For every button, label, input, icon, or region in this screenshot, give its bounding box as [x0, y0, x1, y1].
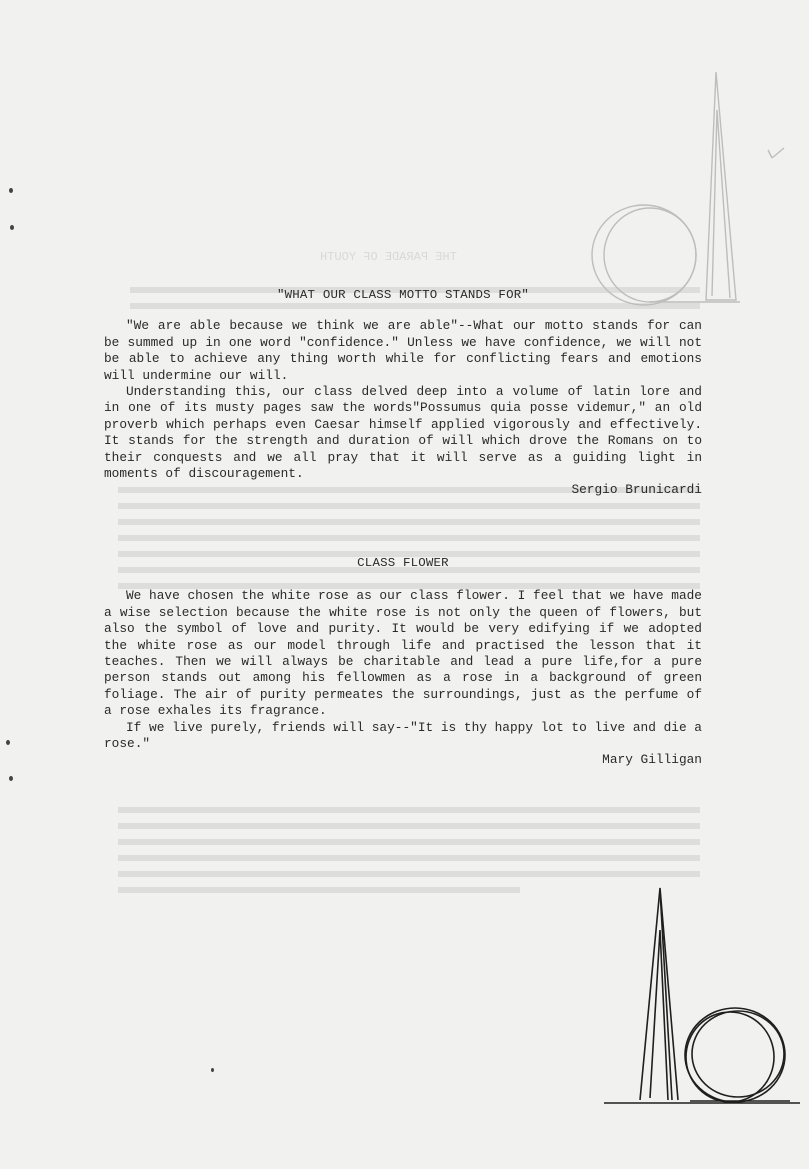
class-flower-section	[104, 555, 702, 769]
bleed-through-heading: THE PARADE OF YOUTH	[320, 250, 457, 264]
margin-speck	[9, 188, 13, 193]
motto-paragraph-1: "We are able because we think we are able"--What our motto stands for can be summed up in one word "confidence." Unless we have confidence, we will not be able to achieve any thing worth while for conflicting fears and emotions will undermine our will.	[104, 318, 702, 383]
class-flower-heading: CLASS FLOWER	[357, 556, 449, 570]
motto-heading: "WHAT OUR CLASS MOTTO STANDS FOR"	[277, 288, 529, 302]
bold-needle-ring-drawing	[604, 888, 800, 1103]
class-flower-signature: Mary Gilligan	[602, 752, 702, 768]
motto-body	[104, 318, 702, 482]
class-flower-paragraph-2: If we live purely, friends will say--"It is thy happy lot to live and die a rose."	[104, 719, 702, 752]
class-flower-paragraph-1: We have chosen the white rose as our class flower. I feel that we have made a wise selection because the white rose is not only the queen of flowers, but also the symbol of love and purity. It would be very edifying if we adopted the white rose as our model through life and practised the lesson that it teaches. Then we will always be charitable and lead a pure life,for a pure person stands out among his fellowmen as a rose in a background of green foliage. The air of purity permeates the surroundings, just as the perfume of a rose exhales its fragrance.	[104, 588, 702, 719]
faint-needle-ring-drawing	[592, 72, 784, 305]
margin-speck	[6, 740, 10, 745]
motto-signature: Sergio Brunicardi	[571, 482, 702, 498]
margin-speck	[9, 776, 13, 781]
motto-section	[104, 287, 702, 499]
margin-speck	[10, 225, 14, 230]
motto-paragraph-2: Understanding this, our class delved deep into a volume of latin lore and in one of its musty pages saw the words"Possumus quia posse videmur," an old proverb which perhaps even Caesar himself applied vigorously and effectively. It stands for the strength and duration of will which drove the Romans on to their conquests and we all pray that it will serve as a guiding light in moments of discouragement.	[104, 384, 702, 482]
class-flower-body	[104, 588, 702, 752]
page-speck	[211, 1068, 214, 1072]
